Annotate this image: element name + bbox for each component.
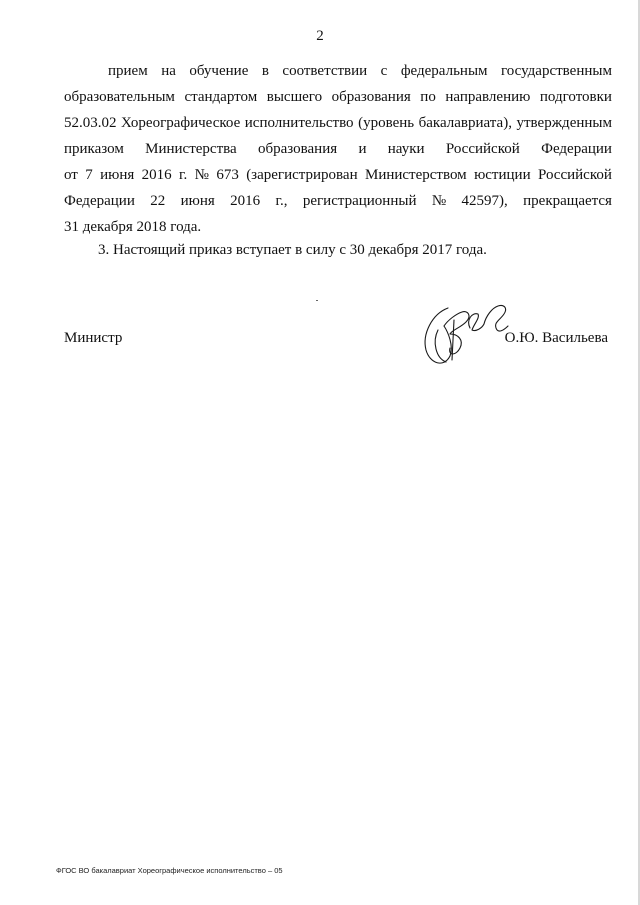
word: в <box>261 63 269 79</box>
word: Министерства <box>145 141 237 157</box>
signer-name: О.Ю. Васильева <box>504 330 608 346</box>
word: Федерации <box>64 193 135 209</box>
word: образования <box>258 141 338 157</box>
word: Российской <box>537 167 612 183</box>
word: Федерации <box>541 141 612 157</box>
word: № <box>431 193 447 209</box>
signature-block <box>64 290 612 380</box>
clause-3: 3. Настоящий приказ вступает в силу с 30 декабря 2017 года. <box>98 242 487 258</box>
paragraph-line <box>64 136 612 162</box>
word: с <box>380 63 388 79</box>
word: 673 <box>216 167 239 183</box>
paragraph-line <box>64 110 612 136</box>
word: утвержденным <box>516 115 612 131</box>
word: г., <box>275 193 288 209</box>
word: федеральным <box>400 63 488 79</box>
word: г. <box>179 167 188 183</box>
word: образовательным <box>64 89 175 105</box>
word: направлению <box>445 89 531 105</box>
page-number: 2 <box>316 28 324 44</box>
word: на <box>161 63 176 79</box>
word: регистрационный <box>302 193 417 209</box>
word: прием <box>108 63 148 79</box>
word: от <box>64 167 78 183</box>
word: 2016 <box>230 193 261 209</box>
word: по <box>420 89 436 105</box>
word: высшего <box>266 89 323 105</box>
paragraph-line: 31 декабря 2018 года. <box>64 219 202 235</box>
word: 52.03.02 <box>64 115 117 131</box>
word: Министерством <box>364 167 467 183</box>
word: соответствии <box>282 63 368 79</box>
word: исполнительство <box>244 115 354 131</box>
word: и <box>358 141 367 157</box>
word: обучение <box>189 63 249 79</box>
word: юстиции <box>474 167 531 183</box>
word: бакалавриата), <box>418 115 512 131</box>
paragraph-line <box>64 58 612 84</box>
clause-2-continuation <box>64 58 612 240</box>
paragraph-line <box>64 84 612 110</box>
word: 7 <box>85 167 93 183</box>
word: государственным <box>501 63 612 79</box>
word: прекращается <box>523 193 612 209</box>
word: (уровень <box>358 115 415 131</box>
word: 2016 <box>141 167 172 183</box>
word: подготовки <box>539 89 612 105</box>
document-footer: ФГОС ВО бакалавриат Хореографическое исполнительство – 05 <box>56 866 283 875</box>
paragraph-line <box>64 162 612 188</box>
word: июня <box>180 193 215 209</box>
word: июня <box>100 167 135 183</box>
word: Хореографическое <box>121 115 241 131</box>
signer-position: Министр <box>64 330 123 346</box>
word: приказом <box>64 141 124 157</box>
word: 42597), <box>461 193 508 209</box>
paragraph-line <box>64 188 612 214</box>
word: № <box>194 167 209 183</box>
word: образования <box>331 89 411 105</box>
word: стандартом <box>184 89 258 105</box>
word: (зарегистрирован <box>246 167 358 183</box>
word: Российской <box>445 141 520 157</box>
word: 22 <box>150 193 166 209</box>
word: науки <box>387 141 425 157</box>
